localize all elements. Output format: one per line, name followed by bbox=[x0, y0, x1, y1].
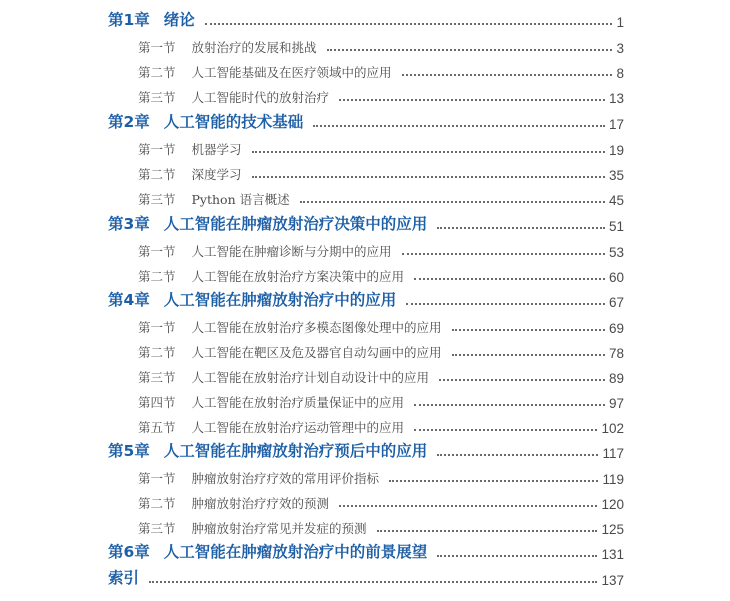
dot-leader bbox=[402, 253, 605, 255]
toc-entry-chapter[interactable] bbox=[108, 112, 624, 132]
section-number: 第三节 bbox=[138, 521, 176, 536]
toc-entry-section[interactable] bbox=[138, 316, 624, 336]
entry-title: 人工智能在肿瘤放射治疗预后中的应用 bbox=[163, 442, 428, 460]
page-number: 1 bbox=[616, 15, 624, 30]
page-number: 125 bbox=[601, 522, 624, 537]
toc-entry-chapter[interactable] bbox=[108, 10, 624, 30]
entry-title: 人工智能在放射治疗计划自动设计中的应用 bbox=[191, 370, 430, 385]
toc-entry-section[interactable] bbox=[138, 86, 624, 106]
dot-leader bbox=[389, 480, 598, 482]
entry-title: 人工智能在肿瘤放射治疗决策中的应用 bbox=[163, 215, 428, 233]
page-number: 8 bbox=[616, 66, 624, 81]
dot-leader bbox=[452, 329, 605, 331]
page-number: 17 bbox=[608, 117, 624, 132]
dot-leader bbox=[149, 581, 597, 583]
section-number: 第一节 bbox=[138, 471, 176, 486]
entry-title: 人工智能在肿瘤放射治疗中的前景展望 bbox=[163, 543, 428, 561]
entry-title: 放射治疗的发展和挑战 bbox=[191, 40, 317, 55]
toc-entry-section[interactable] bbox=[138, 36, 624, 56]
page-number: 35 bbox=[608, 168, 624, 183]
page-number: 3 bbox=[616, 41, 624, 56]
page-number: 13 bbox=[608, 91, 624, 106]
section-number: 第一节 bbox=[138, 142, 176, 157]
page-number: 131 bbox=[601, 547, 624, 562]
section-number: 第二节 bbox=[138, 269, 176, 284]
toc-entry-section[interactable] bbox=[138, 240, 624, 260]
page-number: 51 bbox=[608, 219, 624, 234]
section-number: 第三节 bbox=[138, 90, 176, 105]
entry-title: 肿瘤放射治疗疗效的预测 bbox=[191, 496, 330, 511]
toc-entry-index[interactable] bbox=[108, 568, 624, 588]
section-number: 第三节 bbox=[138, 192, 176, 207]
toc-entry-section[interactable] bbox=[138, 517, 624, 537]
toc-entry-section[interactable] bbox=[138, 341, 624, 361]
section-number: 第二节 bbox=[138, 167, 176, 182]
dot-leader bbox=[300, 201, 605, 203]
dot-leader bbox=[452, 354, 605, 356]
dot-leader bbox=[339, 505, 597, 507]
toc-entry-chapter[interactable] bbox=[108, 290, 624, 310]
section-number: 第二节 bbox=[138, 345, 176, 360]
dot-leader bbox=[437, 227, 605, 229]
chapter-number: 第3章 bbox=[108, 215, 150, 233]
entry-title: 人工智能在放射治疗质量保证中的应用 bbox=[191, 395, 405, 410]
entry-title: 人工智能基础及在医疗领域中的应用 bbox=[191, 65, 392, 80]
entry-title: 人工智能时代的放射治疗 bbox=[191, 90, 330, 105]
page-number: 117 bbox=[602, 446, 624, 461]
section-number: 第二节 bbox=[138, 496, 176, 511]
page-number: 45 bbox=[608, 193, 624, 208]
page-number: 120 bbox=[601, 497, 624, 512]
page-number: 78 bbox=[608, 346, 624, 361]
page-number: 97 bbox=[608, 396, 624, 411]
page-number: 19 bbox=[608, 143, 624, 158]
toc-entry-section[interactable] bbox=[138, 391, 624, 411]
section-number: 第三节 bbox=[138, 370, 176, 385]
page-number: 53 bbox=[608, 245, 624, 260]
dot-leader bbox=[252, 176, 605, 178]
dot-leader bbox=[252, 151, 605, 153]
toc-entry-section[interactable] bbox=[138, 467, 624, 487]
page-number: 69 bbox=[608, 321, 624, 336]
dot-leader bbox=[437, 555, 597, 557]
page-number: 102 bbox=[601, 421, 624, 436]
section-number: 第五节 bbox=[138, 420, 176, 435]
section-number: 第一节 bbox=[138, 244, 176, 259]
entry-title: 机器学习 bbox=[191, 142, 242, 157]
dot-leader bbox=[414, 278, 605, 280]
page-number: 67 bbox=[608, 295, 624, 310]
dot-leader bbox=[327, 49, 613, 51]
dot-leader bbox=[414, 404, 605, 406]
entry-title: 绪论 bbox=[163, 11, 195, 29]
toc-entry-section[interactable] bbox=[138, 265, 624, 285]
toc-entry-section[interactable] bbox=[138, 188, 624, 208]
section-number: 第一节 bbox=[138, 40, 176, 55]
section-number: 第四节 bbox=[138, 395, 176, 410]
entry-title: Python 语言概述 bbox=[191, 192, 290, 207]
page-number: 60 bbox=[608, 270, 624, 285]
entry-title: 人工智能在放射治疗多模态图像处理中的应用 bbox=[191, 320, 442, 335]
entry-title: 人工智能在放射治疗方案决策中的应用 bbox=[191, 269, 405, 284]
chapter-number: 第5章 bbox=[108, 442, 150, 460]
chapter-number: 第2章 bbox=[108, 113, 150, 131]
toc-entry-section[interactable] bbox=[138, 138, 624, 158]
dot-leader bbox=[313, 125, 605, 127]
page-number: 137 bbox=[601, 573, 624, 588]
dot-leader bbox=[377, 530, 598, 532]
entry-title: 人工智能在靶区及危及器官自动勾画中的应用 bbox=[191, 345, 442, 360]
chapter-number: 第4章 bbox=[108, 291, 150, 309]
dot-leader bbox=[437, 454, 598, 456]
dot-leader bbox=[439, 379, 605, 381]
toc-entry-section[interactable] bbox=[138, 416, 624, 436]
chapter-number: 第1章 bbox=[108, 11, 150, 29]
entry-title: 人工智能的技术基础 bbox=[163, 113, 304, 131]
dot-leader bbox=[205, 23, 613, 25]
dot-leader bbox=[406, 303, 605, 305]
toc-entry-section[interactable] bbox=[138, 366, 624, 386]
dot-leader bbox=[339, 99, 605, 101]
toc-entry-section[interactable] bbox=[138, 61, 624, 81]
entry-title: 深度学习 bbox=[191, 167, 242, 182]
toc-entry-chapter[interactable] bbox=[108, 214, 624, 234]
chapter-number: 第6章 bbox=[108, 543, 150, 561]
toc-entry-chapter[interactable] bbox=[108, 441, 624, 461]
dot-leader bbox=[414, 429, 597, 431]
entry-title: 人工智能在肿瘤放射治疗中的应用 bbox=[163, 291, 397, 309]
entry-title: 肿瘤放射治疗疗效的常用评价指标 bbox=[191, 471, 380, 486]
toc-entry-chapter[interactable] bbox=[108, 542, 624, 562]
section-number: 第二节 bbox=[138, 65, 176, 80]
toc-entry-section[interactable] bbox=[138, 163, 624, 183]
section-number: 第一节 bbox=[138, 320, 176, 335]
page-number: 89 bbox=[608, 371, 624, 386]
entry-title: 人工智能在放射治疗运动管理中的应用 bbox=[191, 420, 405, 435]
toc-entry-section[interactable] bbox=[138, 492, 624, 512]
entry-title: 索引 bbox=[108, 569, 140, 587]
dot-leader bbox=[402, 74, 613, 76]
page-number: 119 bbox=[602, 472, 624, 487]
entry-title: 人工智能在肿瘤诊断与分期中的应用 bbox=[191, 244, 392, 259]
entry-title: 肿瘤放射治疗常见并发症的预测 bbox=[191, 521, 367, 536]
